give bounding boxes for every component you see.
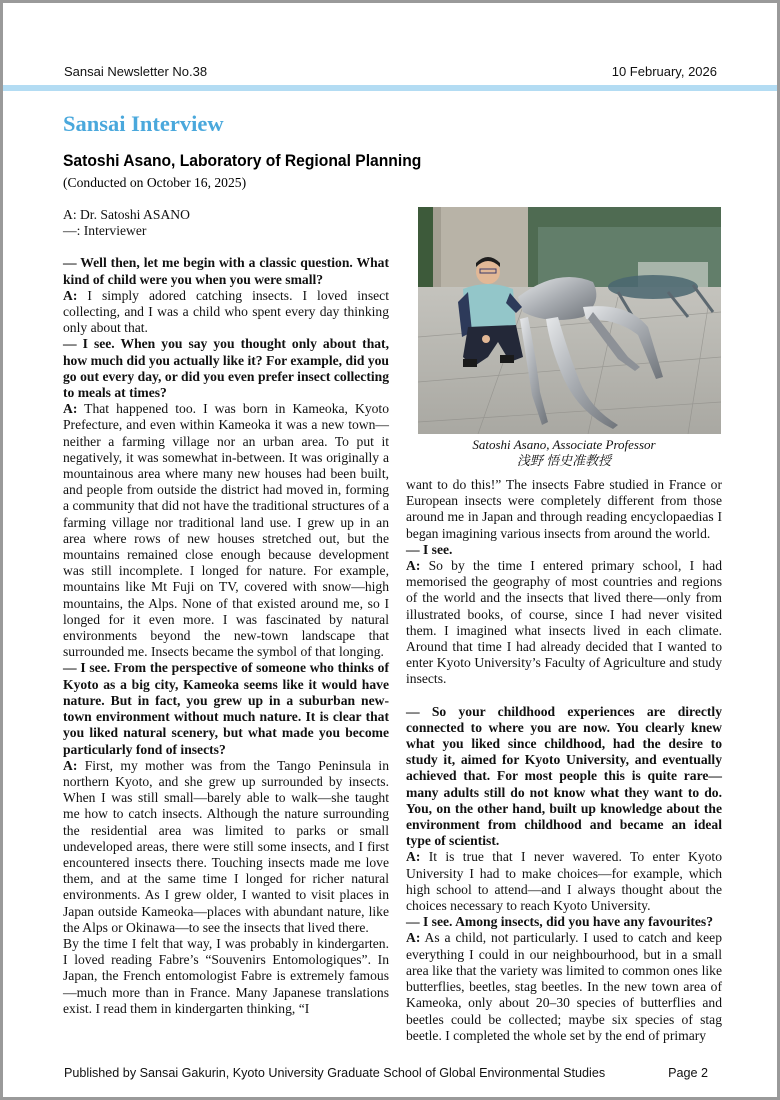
answer-label: A: [406,930,421,946]
answer-text: It is true that I never wavered. To enter Kyoto University I had to make choices—for example, which high school to attend—and I always thought about the choices necessary to reach Kyoto University. [406,849,722,914]
header-accent-bar [3,85,777,91]
paragraph: want to do this!” The insects Fabre studied in France or European insects were completely different from those around me in Japan and through reading encyclopaedias I began imagining various insects from around the world. [406,477,722,541]
answer-text: As a child, not particularly. I used to catch and keep everything I could in our neighbourhood, but in a small area like that the variety was limited to common ones like butterflies, beetles, stag beetles. In the new town area of Kameoka, only about 20–30 species of butterflies and beetles could be collected; maybe six species of stag beetle. I completed the whole set by the end of primary [406,930,722,1043]
question: — I see. Among insects, did you have any favourites? [406,914,714,930]
answer [406,849,722,914]
publisher-credit: Published by Sansai Gakurin, Kyoto University Graduate School of Global Environmental Studies [64,1066,606,1080]
question: — I see. From the perspective of someone who thinks of Kyoto as a big city, Kameoka seems like it would have nature. But in fact, you grew up in a suburban new-town environment without much nature. It is clear that you liked natural scenery, but what made you become particularly fond of insects? [63,660,389,757]
photo-caption [406,437,722,469]
right-column [406,477,722,1044]
spacer [406,688,722,704]
answer [406,930,722,1043]
question: — I see. [406,541,453,557]
newsletter-issue: Sansai Newsletter No.38 [64,64,208,79]
issue-date: 10 February, 2026 [611,64,717,79]
legend-answerer: A: Dr. Satoshi ASANO [63,207,190,222]
caption-english: Satoshi Asano, Associate Professor [472,437,656,452]
answer [406,558,722,688]
answer-text: So by the time I entered primary school, I had memorised the geography of most countries and regions of the world and the insects that lived there—only from illustrated books, of course, since I had never visited them. I imagined what insects lived in each climate. Around that time I had already decided that I wanted to enter Kyoto University’s Faculty of Agriculture and study insects. [406,558,722,687]
speaker-legend [63,207,389,239]
section-title: Sansai Interview [63,111,224,136]
answer-text: First, my mother was from the Tango Peninsula in northern Kyoto, and she grew up surrounded by insects. When I was still small—barely able to walk—she taught me how to catch insects. Although the nature surrounding the residential area was limited to parks or small undeveloped areas, there were still some insects, and I first encountered insects there. Touching insects made me love them, and at the same time I longed for richer natural environments. As I grew older, I wanted to visit places in Japan outside Kameoka—places with abundant nature, like the Alps or Okinawa—to see the insects that lived there. [63,757,389,935]
photo-image [418,207,721,434]
question: — I see. When you say you thought only about that, how much did you actually like it? For example, did you go out every day, or did you even prefer insect collecting to meals at times? [63,336,389,401]
portrait-photo [418,207,721,434]
page-header [63,64,717,82]
left-column [63,207,389,1017]
answer-label: A: [63,287,78,303]
answer [63,288,389,337]
answer-text: That happened too. I was born in Kameoka, Kyoto Prefecture, and even within Kameoka it was a new town—neither a farming village nor an urban area. To put it negatively, it was somewhat in-between. It was originally a mountainous area where many new houses had been built, and people from outside the district had moved in, forming a community that did not have the traditional structures of a farming village nor traditional land use. I grew up in an area where rows of new houses stretched out, but the mountains remained close enough because development was still incomplete. I longed for nature. For example, mountains like Mt Fuji on TV, covered with snow—high mountains, the Alps. None of that existed around me, so I longed for it even more. I was fascinated by natural environments beyond the new-town landscape that surrounded me. Insects became the symbol of that longing. [63,401,389,660]
page-number: Page 2 [668,1066,708,1080]
legend-interviewer: —: Interviewer [63,223,147,239]
answer-label: A: [63,401,78,417]
caption-japanese: 浅野 悟史准教授 [516,453,612,468]
interview-date: (Conducted on October 16, 2025) [63,175,247,190]
answer [63,401,389,660]
answer [63,758,389,936]
answer-label: A: [63,757,78,773]
spacer [63,239,389,255]
article-title: Satoshi Asano, Laboratory of Regional Planning [63,151,422,170]
answer-label: A: [406,849,421,865]
question: — Well then, let me begin with a classic question. What kind of child were you when you were small? [63,255,389,287]
question: — So your childhood experiences are directly connected to where you are now. You clearly knew what you liked since childhood, had the desire to study it, aimed for Kyoto University, and eventually achieved that. For most people this is quite rare—many adults still do not know what they want to do. You, on the other hand, built up knowledge about the environment from childhood and became an ideal type of scientist. [406,703,722,849]
answer-text: I simply adored catching insects. I loved insect collecting, and I was a child who spent every day thinking only about that. [63,287,389,336]
answer-label: A: [406,558,421,574]
paragraph: By the time I felt that way, I was probably in kindergarten. I loved reading Fabre’s “Souvenirs Entomologiques”. In Japan, the French entomologist Fabre is extremely famous—much more than in France. Many Japanese translations exist. I read them in kindergarten thinking, “I [63,935,389,1016]
